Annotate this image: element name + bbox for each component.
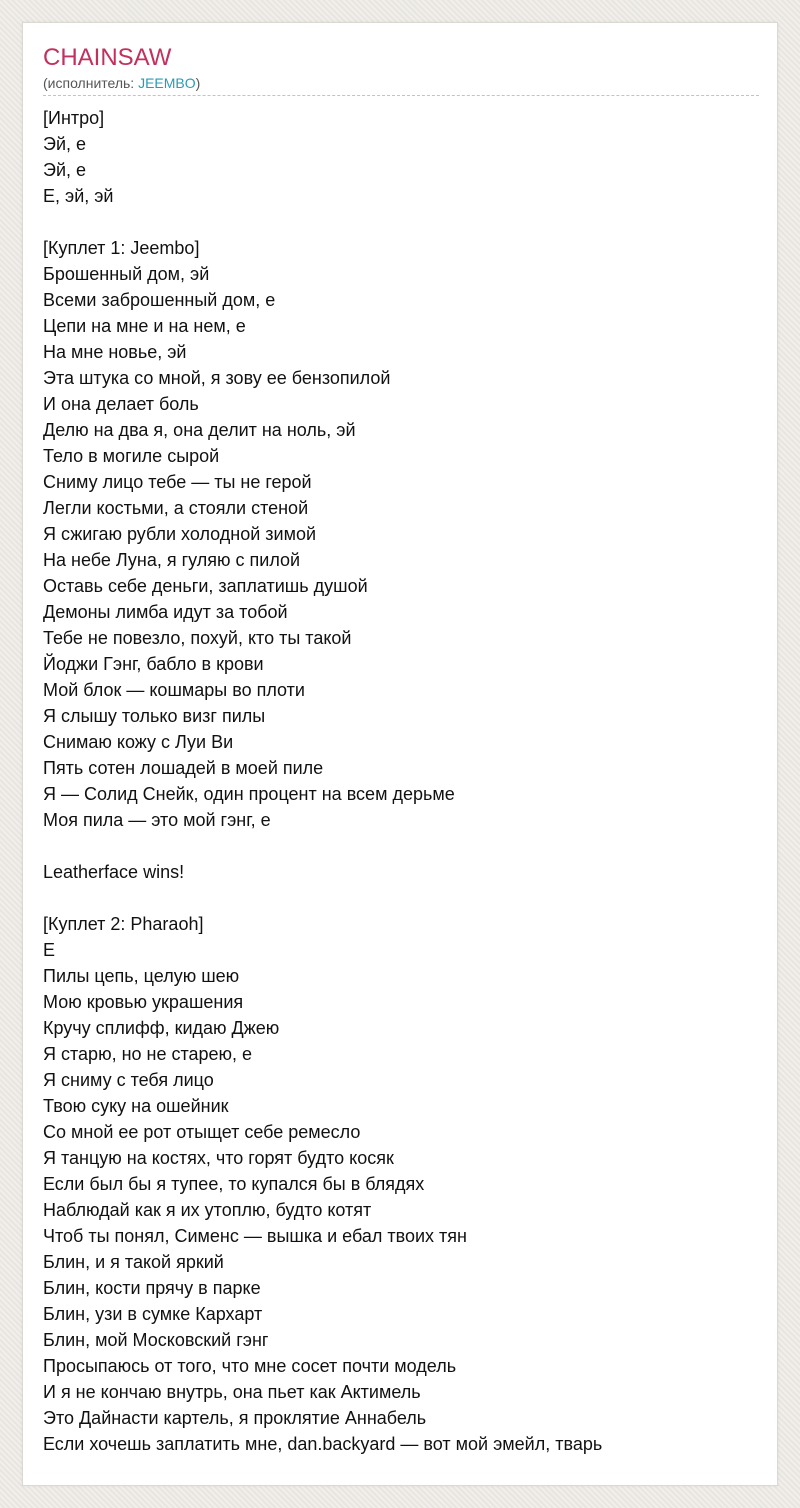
lyric-blank-line (43, 209, 759, 235)
lyric-line: На небе Луна, я гуляю с пилой (43, 550, 301, 570)
lyric-line: Наблюдай как я их утоплю, будто котят (43, 1200, 372, 1220)
lyrics-body (43, 105, 759, 1457)
lyric-line: Если был бы я тупее, то купался бы в блядях (43, 1174, 425, 1194)
lyric-line: Я танцую на костях, что горят будто косяк (43, 1148, 394, 1168)
lyric-line: Снимаю кожу с Луи Ви (43, 732, 234, 752)
lyric-line: Йоджи Гэнг, бабло в крови (43, 654, 264, 674)
lyric-line: Мою кровью украшения (43, 992, 244, 1012)
lyric-line: Это Дайнасти картель, я проклятие Аннабель (43, 1408, 427, 1428)
lyric-line: Я сжигаю рубли холодной зимой (43, 524, 317, 544)
lyric-line: Твою суку на ошейник (43, 1096, 229, 1116)
lyric-line: [Интро] (43, 108, 105, 128)
lyric-line: Оставь себе деньги, заплатишь душой (43, 576, 368, 596)
song-title: CHAINSAW (43, 44, 172, 71)
lyric-line: Эй, е (43, 134, 87, 154)
lyric-line: Я сниму с тебя лицо (43, 1070, 214, 1090)
lyric-line: Блин, и я такой яркий (43, 1252, 224, 1272)
lyric-line: И я не кончаю внутрь, она пьет как Актимель (43, 1382, 421, 1402)
lyric-line: Пять сотен лошадей в моей пиле (43, 758, 324, 778)
lyric-line: [Куплет 2: Pharaoh] (43, 914, 204, 934)
lyric-line: Делю на два я, она делит на ноль, эй (43, 420, 356, 440)
artist-suffix: ) (195, 75, 201, 91)
lyric-line: Моя пила — это мой гэнг, е (43, 810, 271, 830)
lyric-line: Я слышу только визг пилы (43, 706, 266, 726)
artist-line (43, 73, 759, 93)
lyric-line: Блин, кости прячу в парке (43, 1278, 261, 1298)
lyric-line: Тебе не повезло, похуй, кто ты такой (43, 628, 352, 648)
artist-link[interactable]: JEEMBO (138, 75, 196, 91)
lyric-line: Е, эй, эй (43, 186, 114, 206)
lyric-line: Если хочешь заплатить мне, dan.backyard — вот мой эмейл, тварь (43, 1434, 603, 1454)
lyric-line: Я старю, но не старею, е (43, 1044, 253, 1064)
lyric-line: Демоны лимба идут за тобой (43, 602, 288, 622)
lyric-blank-line (43, 833, 759, 859)
lyric-line: Кручу сплифф, кидаю Джею (43, 1018, 280, 1038)
lyric-line: Блин, узи в сумке Кархарт (43, 1304, 263, 1324)
lyric-line: Со мной ее рот отыщет себе ремесло (43, 1122, 361, 1142)
lyric-line: Пилы цепь, целую шею (43, 966, 240, 986)
song-header (43, 43, 759, 96)
lyric-line: Сниму лицо тебе — ты не герой (43, 472, 312, 492)
lyric-blank-line (43, 885, 759, 911)
lyric-line: Цепи на мне и на нем, е (43, 316, 246, 336)
lyric-line: Я — Солид Снейк, один процент на всем дерьме (43, 784, 455, 804)
lyric-line: На мне новье, эй (43, 342, 187, 362)
artist-prefix: (исполнитель: (43, 75, 139, 91)
lyric-line: [Куплет 1: Jeembo] (43, 238, 200, 258)
lyric-line: Е (43, 940, 56, 960)
lyrics-card (22, 22, 778, 1486)
lyric-line: Брошенный дом, эй (43, 264, 210, 284)
lyric-line: И она делает боль (43, 394, 199, 414)
lyric-line: Мой блок — кошмары во плоти (43, 680, 305, 700)
lyric-line: Эй, е (43, 160, 87, 180)
lyric-line: Чтоб ты понял, Сименс — вышка и ебал твоих тян (43, 1226, 467, 1246)
lyric-line: Leatherface wins! (43, 862, 185, 882)
lyric-line: Легли костьми, а стояли стеной (43, 498, 309, 518)
lyric-line: Тело в могиле сырой (43, 446, 220, 466)
lyric-line: Эта штука со мной, я зову ее бензопилой (43, 368, 391, 388)
lyric-line: Блин, мой Московский гэнг (43, 1330, 269, 1350)
lyric-line: Всеми заброшенный дом, е (43, 290, 276, 310)
lyric-line: Просыпаюсь от того, что мне сосет почти модель (43, 1356, 457, 1376)
